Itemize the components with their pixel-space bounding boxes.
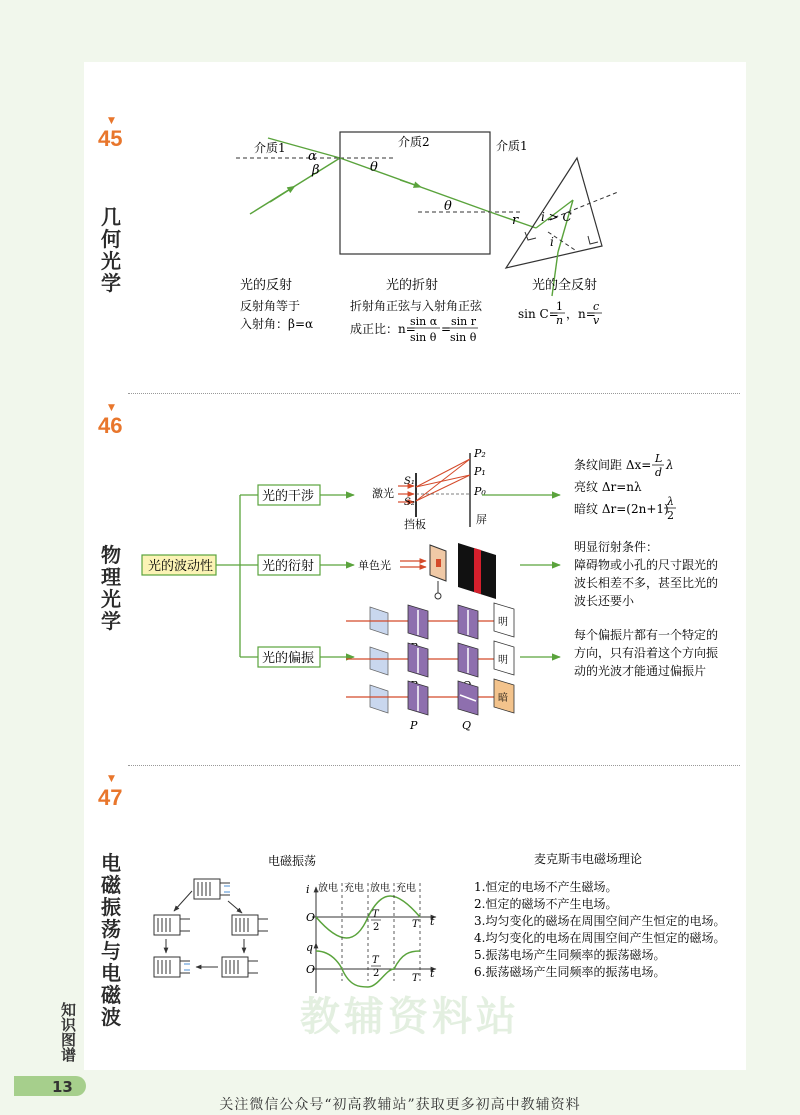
T2-den-1: 2 (373, 922, 380, 933)
dark-fringe-prefix: 暗纹 Δr=(2n+1) (574, 502, 669, 516)
diffraction-desc-1: 障碍物或小孔的尺寸跟光的 (574, 558, 719, 572)
physical-optics-figure (0, 395, 800, 767)
t-axis-label-2: t (430, 967, 435, 980)
total-sinC: sin C= (518, 307, 559, 321)
maxwell-title: 麦克斯韦电磁场理论 (534, 852, 643, 866)
bright-label-1: 明 (498, 617, 508, 628)
refraction-den2: sin θ (450, 331, 477, 344)
dark-label: 暗 (498, 693, 508, 704)
section-title-physical-optics: 物理光学 (101, 543, 121, 633)
total-c: c (593, 300, 600, 313)
T2-den-2: 2 (373, 968, 380, 979)
side-label: 知识图谱 (59, 1002, 77, 1062)
label-medium2: 介质2 (398, 135, 430, 149)
watermark: 教辅资料站 (300, 994, 520, 1040)
total-reflection-title: 光的全反射 (532, 278, 598, 293)
root-label: 光的波动性 (148, 559, 214, 574)
lc-circuit-left (154, 915, 190, 935)
phase-2: 放电 (370, 883, 390, 894)
origin-label-2: O (306, 963, 316, 976)
t-axis-label-1: t (430, 915, 435, 928)
polarization-desc-0: 每个偏振片都有一个特定的 (574, 628, 719, 642)
fringe-lambda: λ (666, 458, 674, 472)
label-alpha: α (308, 149, 317, 164)
section-title-geometric-optics: 几何光学 (101, 205, 121, 295)
total-one: 1 (556, 300, 563, 313)
p1-label: P₁ (474, 465, 486, 478)
lc-circuit-top (194, 879, 230, 899)
maxwell-item-4: 4.均匀变化的电场在周围空间产生恒定的磁场。 (474, 931, 726, 945)
section-marker-icon: ▼ (108, 774, 115, 784)
total-n: n (556, 314, 564, 327)
bright-label-2: 明 (498, 655, 508, 666)
fringe-L: L (655, 452, 663, 465)
screen-label: 屏 (476, 513, 487, 526)
maxwell-item-1: 1.恒定的电场不产生磁场。 (474, 880, 618, 894)
section-marker-icon: ▼ (108, 403, 115, 413)
osc-title: 电磁振荡 (268, 854, 317, 868)
refraction-eq: = (441, 322, 452, 336)
diffraction-desc-3: 波长还要小 (574, 594, 635, 608)
diffraction-desc-2: 波长相差不多，甚至比光的 (574, 576, 719, 590)
label-r: r (512, 213, 519, 228)
T2-num-1: T (372, 909, 379, 920)
fringe-d: d (655, 466, 663, 479)
P-label-3: P (410, 719, 418, 732)
page-number-bar (14, 1076, 86, 1096)
polarization-row-2 (346, 641, 514, 692)
section-marker-icon: ▼ (108, 116, 115, 126)
lc-circuit-bottom-left (154, 957, 190, 977)
T-label-1: T (412, 919, 419, 930)
section-number-47: 47 (98, 785, 123, 810)
page-number: 13 (52, 1078, 73, 1096)
lc-circuit-right (232, 915, 268, 935)
maxwell-item-2: 2.恒定的磁场不产生电场。 (474, 897, 618, 911)
phase-3: 充电 (396, 883, 416, 894)
diffraction-desc-0: 明显衍射条件： (574, 540, 659, 554)
origin-label-1: O (306, 911, 316, 924)
mono-light-label: 单色光 (358, 559, 391, 572)
label-medium1-left: 介质1 (254, 141, 286, 155)
s2-label: S₂ (404, 497, 415, 508)
em-figure (0, 767, 800, 1002)
phase-1: 充电 (344, 883, 364, 894)
refraction-den1: sin θ (410, 331, 437, 344)
lc-circuit-bottom-right (222, 957, 258, 977)
footer-text: 关注微信公众号“初高教辅站”获取更多初高中教辅资料 (219, 1097, 581, 1113)
polarization-row-3 (346, 679, 514, 732)
refraction-title: 光的折射 (386, 278, 439, 293)
refraction-line1: 折射角正弦与入射角正弦 (350, 299, 483, 313)
label-theta-2: θ (444, 199, 452, 214)
p0-label: P₀ (474, 485, 486, 498)
T2-num-2: T (372, 955, 379, 966)
maxwell-item-3: 3.均匀变化的磁场在周围空间产生恒定的电场。 (474, 914, 726, 928)
polarization-row-1 (346, 603, 514, 654)
laser-label: 激光 (372, 487, 394, 500)
label-theta: θ (370, 160, 378, 175)
Q-label-3: Q (462, 719, 472, 732)
label-medium1-right: 介质1 (496, 139, 528, 153)
q-axis-label: q (306, 941, 314, 954)
interference-label: 光的干涉 (262, 489, 315, 504)
reflection-line1: 反射角等于 (240, 299, 301, 313)
T-label-2: T (412, 973, 419, 984)
polarization-label: 光的偏振 (262, 651, 315, 666)
section-number-46: 46 (98, 413, 123, 438)
label-i: i (550, 235, 554, 249)
reflection-line2: 入射角：β=α (240, 317, 314, 331)
i-axis-label: i (306, 883, 310, 896)
label-i-gt-c: i > C (541, 210, 572, 224)
dark-two: 2 (667, 509, 674, 522)
label-beta: β (312, 163, 320, 178)
s1-label: S₁ (404, 476, 415, 487)
maxwell-item-6: 6.振荡磁场产生同频率的振荡电场。 (474, 965, 666, 979)
p2-label: P₂ (474, 447, 486, 460)
board-label: 挡板 (404, 518, 426, 531)
refraction-num1: sin α (410, 315, 438, 328)
section-title-em: 电磁振荡与电磁波 (101, 851, 121, 1029)
total-sep: ，n= (566, 307, 596, 321)
fringe-spacing-prefix: 条纹间距 Δx= (574, 458, 652, 472)
maxwell-item-5: 5.振荡电场产生同频率的振荡磁场。 (474, 948, 666, 962)
phase-0: 放电 (318, 883, 338, 894)
refraction-num2: sin r (451, 315, 477, 328)
reflection-title: 光的反射 (240, 278, 293, 293)
polarization-desc-2: 动的光波才能通过偏振片 (574, 664, 707, 678)
total-v: v (593, 314, 600, 327)
polarization-desc-1: 方向，只有沿着这个方向振 (574, 646, 719, 660)
geometric-optics-figure (0, 0, 800, 395)
bright-fringe: 亮纹 Δr=nλ (574, 480, 642, 494)
dark-lam: λ (667, 495, 674, 508)
section-number-45: 45 (98, 126, 123, 151)
diffraction-label: 光的衍射 (262, 559, 315, 574)
refraction-prefix: 成正比：n= (350, 322, 416, 336)
